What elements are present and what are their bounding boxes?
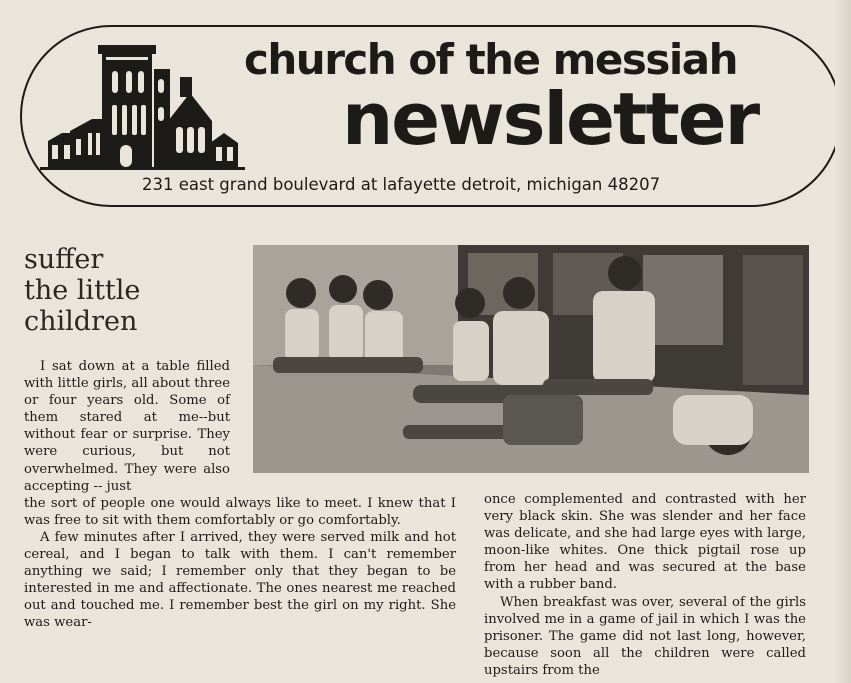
article-paragraph: When breakfast was over, several of the girls involved me in a game of jail in which I was the prisoner. The game did not last long, however, because soon all the children were called upstairs from the <box>484 594 806 678</box>
church-address: 231 east grand boulevard at lafayette detroit, michigan 48207 <box>142 175 661 194</box>
article-paragraph: I sat down at a table filled with little girls, all about three or four years old. Some of them stared at me--but without fear or surprise. They were curious, but not overwhelmed. They were also accepting -- just <box>24 359 230 494</box>
headline-line: suffer <box>24 244 104 275</box>
newsletter-title-line2: newsletter <box>342 77 759 161</box>
article-paragraph: A few minutes after I arrived, they were served milk and hot cereal, and I began to talk with them. I can't remember anything we said; I remember only that they began to be interested in me and affectionate. The ones nearest me reached out and touched me. I remember best the girl on my right. She was wear- <box>24 529 456 631</box>
article-column-2 <box>484 491 806 679</box>
headline-line: the little <box>24 275 141 306</box>
church-building-illustration <box>40 35 245 173</box>
article-paragraph: once complemented and contrasted with her very black skin. She was slender and her face was delicate, and she had large eyes with large, moon-like whites. One thick pigtail rose up from her head and was secured at the base with a rubber band. <box>484 492 806 593</box>
page-edge-shadow <box>835 0 851 683</box>
article-headline <box>24 244 140 337</box>
headline-line: children <box>24 306 138 337</box>
article-paragraph-continuation: the sort of people one would always like to meet. I knew that I was free to sit with them comfortably or go comfortably. <box>24 495 456 528</box>
article-column-1 <box>24 358 456 632</box>
newsletter-title-line1: church of the messiah <box>244 35 738 84</box>
newsletter-masthead <box>20 25 842 207</box>
